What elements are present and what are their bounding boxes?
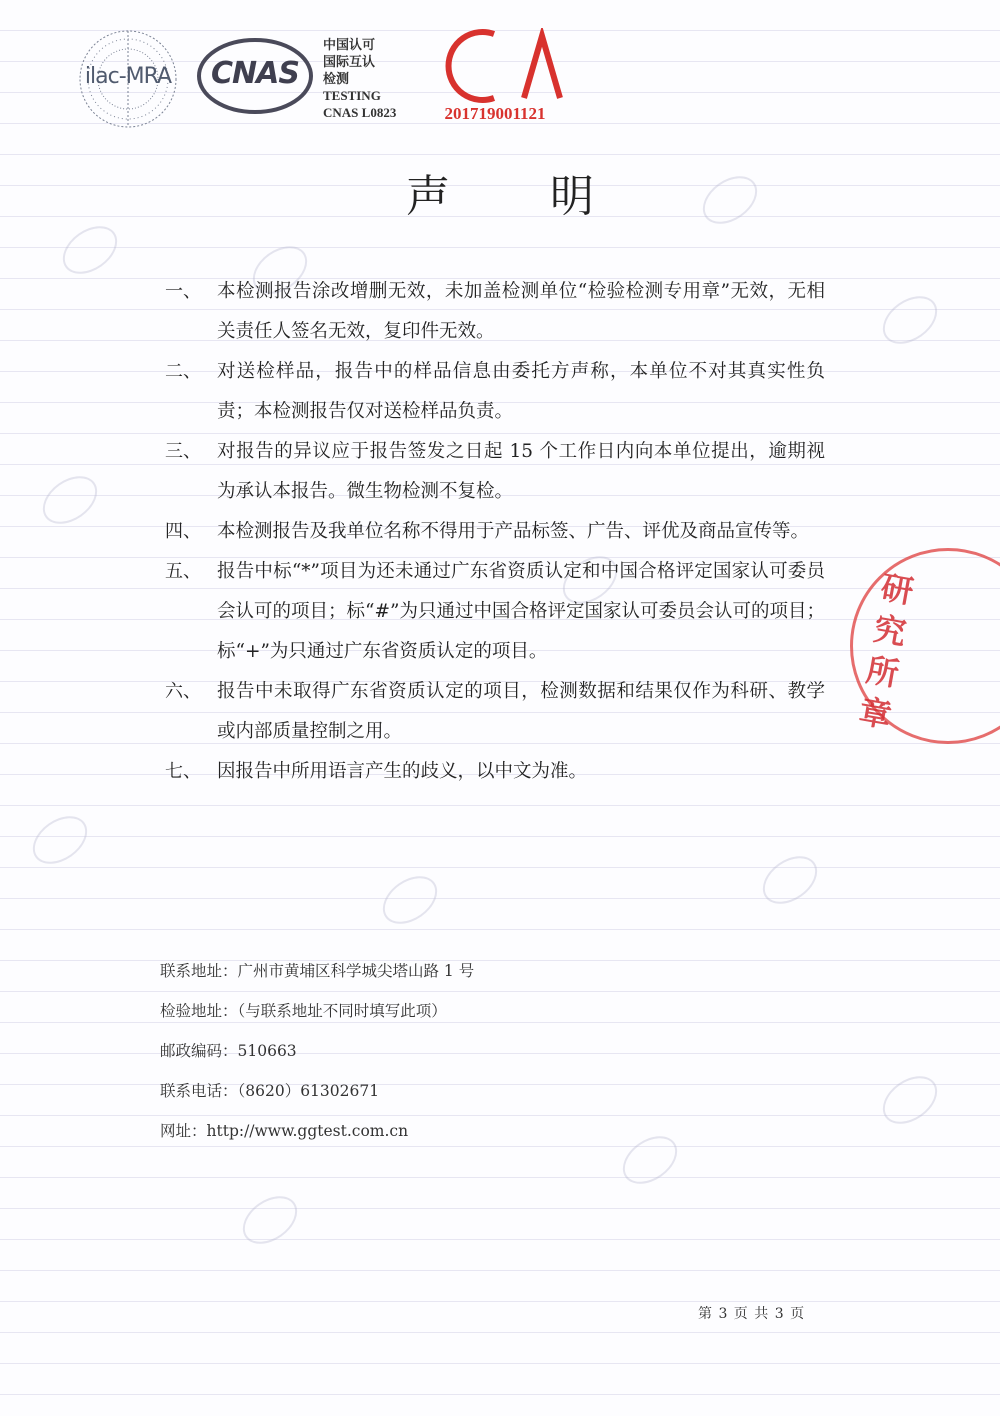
seal-char: 究 xyxy=(870,609,909,653)
cnas-logo xyxy=(196,36,314,116)
statement-text: 报告中未取得广东省资质认定的项目，检测数据和结果仅作为科研、教学或内部质量控制之用。 xyxy=(217,681,825,742)
statement-item xyxy=(165,512,825,552)
page-title: 声明 xyxy=(406,171,694,222)
cma-logo xyxy=(424,28,566,122)
statement-text: 本检测报告及我单位名称不得用于产品标签、广告、评优及商品宣传等。 xyxy=(217,521,810,542)
statement-number: 一、 xyxy=(165,281,201,302)
statement-number: 三、 xyxy=(165,441,201,462)
seal-char: 所 xyxy=(863,650,902,694)
statement-item xyxy=(165,752,825,792)
page-number: 第 3 页 共 3 页 xyxy=(698,1306,806,1322)
statement-text: 本检测报告涂改增删无效，未加盖检测单位“检验检测专用章”无效，无相关责任人签名无效，复印件无效。 xyxy=(217,281,825,342)
statement-item xyxy=(165,352,825,432)
contact-address: 联系地址：广州市黄埔区科学城尖塔山路 1 号 xyxy=(160,962,475,980)
cnas-text: CNAS xyxy=(211,56,299,91)
phone: 联系电话：（8620）61302671 xyxy=(160,1082,380,1100)
statement-number: 二、 xyxy=(165,361,201,382)
seal-char: 章 xyxy=(856,692,895,736)
statement-text: 对报告的异议应于报告签发之日起 15 个工作日内向本单位提出，逾期视为承认本报告。微生物检测不复检。 xyxy=(217,441,825,502)
statement-number: 六、 xyxy=(165,681,201,702)
cnas-certification-lines xyxy=(323,36,396,121)
statement-item xyxy=(165,432,825,512)
cnas-line: 国际互认 xyxy=(323,54,376,69)
inspection-address: 检验地址：（与联系地址不同时填写此项） xyxy=(160,1002,447,1020)
seal-char: 研 xyxy=(878,568,917,612)
statement-text: 报告中标“*”项目为还未通过广东省资质认定和中国合格评定国家认可委员会认可的项目；标“#”为只通过中国合格评定国家认可委员会认可的项目；标“+”为只通过广东省资质认定的项目。 xyxy=(217,561,825,662)
statement-text: 对送检样品，报告中的样品信息由委托方声称，本单位不对其真实性负责；本检测报告仅对送检样品负责。 xyxy=(217,361,825,422)
cnas-line: CNAS L0823 xyxy=(323,105,397,120)
cma-number: 201719001121 xyxy=(444,104,546,123)
statement-number: 七、 xyxy=(165,761,201,782)
statement-item xyxy=(165,552,825,672)
statement-number: 五、 xyxy=(165,561,201,582)
statement-item xyxy=(165,272,825,352)
cnas-line: TESTING xyxy=(323,88,381,103)
statement-text: 因报告中所用语言产生的歧义，以中文为准。 xyxy=(217,761,588,782)
statement-number: 四、 xyxy=(165,521,201,542)
cnas-line: 中国认可 xyxy=(323,37,376,52)
statement-list xyxy=(165,272,825,792)
ilac-mra-text: ilac-MRA xyxy=(84,64,172,89)
cnas-line: 检测 xyxy=(323,71,350,86)
statement-item xyxy=(165,672,825,752)
contact-info xyxy=(160,952,474,1152)
website: 网址：http://www.ggtest.com.cn xyxy=(160,1122,409,1140)
ilac-mra-logo xyxy=(72,26,184,132)
postcode: 邮政编码：510663 xyxy=(160,1042,297,1060)
